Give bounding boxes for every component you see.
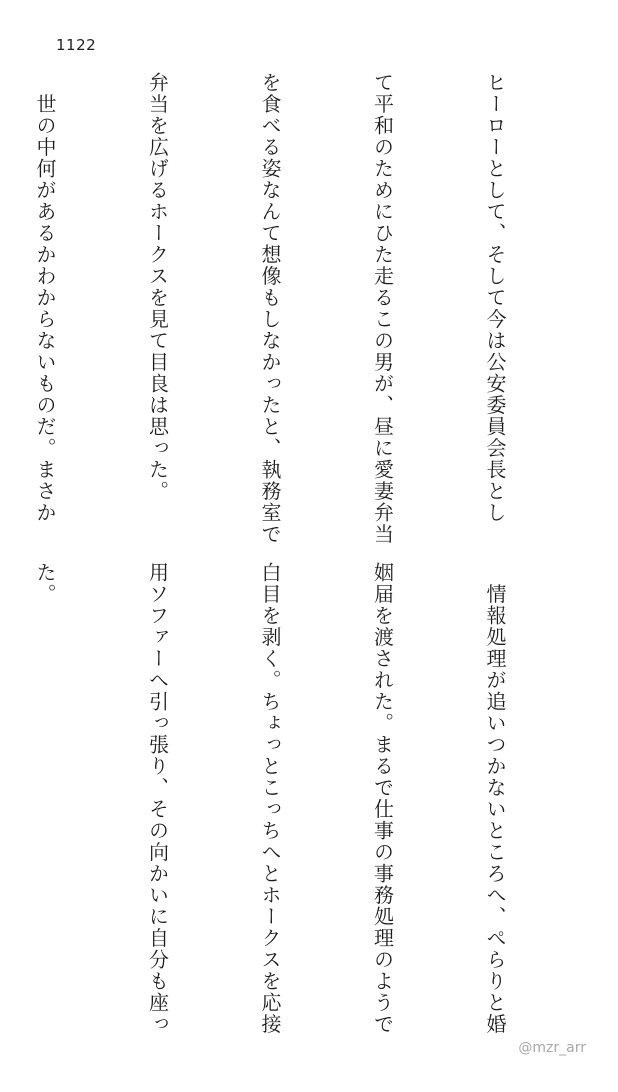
page-number: 1122 bbox=[56, 36, 97, 54]
text-line: 世の中何があるかわからないものだ。まさか bbox=[33, 72, 57, 524]
text-line: 白目を剥く。ちょっとこっちへとホークスを応接 bbox=[258, 562, 282, 1035]
top-text-block bbox=[0, 72, 588, 552]
bottom-text-block bbox=[0, 562, 588, 1035]
text-line: ヒーローとして、そして今は公安委員会長とし bbox=[483, 72, 507, 524]
text-line: 姻届を渡された。まるで仕事の事務処理のようで bbox=[370, 562, 395, 1035]
text-line: て平和のためにひた走るこの男が、昼に愛妻弁当 bbox=[370, 72, 395, 545]
text-line: た。 bbox=[33, 562, 57, 605]
text-line: を食べる姿なんて想像もしなかったと、執務室で bbox=[258, 72, 282, 545]
text-line: 弁当を広げるホークスを見て目良は思った。 bbox=[145, 72, 170, 502]
text-line: 情報処理が追いつかないところへ、ぺらりと婚 bbox=[483, 562, 507, 1035]
text-line: 用ソファーへ引っ張り、その向かいに自分も座っ bbox=[145, 562, 170, 1035]
watermark: @mzr_arr bbox=[518, 1040, 586, 1056]
